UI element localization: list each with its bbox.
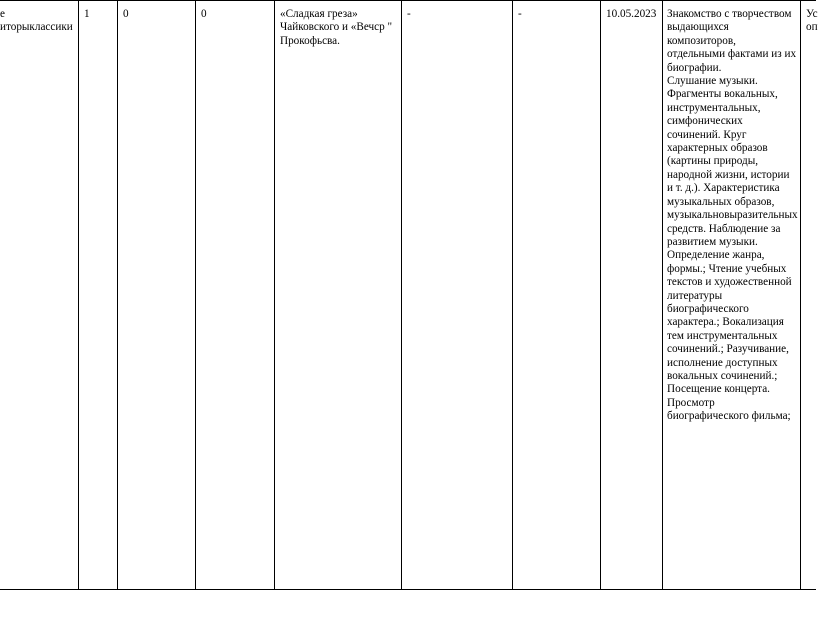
column-divider <box>600 0 601 590</box>
date-cell: 10.05.2023 <box>606 8 657 20</box>
activities-cell: Знакомство с творчеством выдающихся композиторов, отдельными фактами из их биографии. Слушание музыки. Фрагменты вокальных, инструментальных, симфонических сочинений. Круг характерных образов (картины природы, народной жизни, истории и т. д.). Характеристика музыкальных образов, музыкальновыразительных средств. Наблюдение за развитием музыки. Определение жанра, формы.; Чтение учебных текстов и художественной литературы биографического характера.; Вокализация тем инструментальных сочинений.; Разучивание, исполнение доступных вокальных сочинений.; Посещение концерта. Просмотр биографического фильма; <box>667 8 798 423</box>
table-top-border <box>0 0 816 1</box>
column-divider <box>800 0 801 590</box>
column-divider <box>662 0 663 590</box>
column-divider <box>195 0 196 590</box>
column-divider <box>274 0 275 590</box>
hours-total-cell: 1 <box>84 8 90 20</box>
hours-control-cell: 0 <box>123 8 129 20</box>
dash-cell: - <box>518 8 522 20</box>
hours-practical-cell: 0 <box>201 8 207 20</box>
column-divider <box>512 0 513 590</box>
table-bottom-border <box>0 589 816 590</box>
column-divider <box>401 0 402 590</box>
column-divider <box>117 0 118 590</box>
dash-cell: - <box>407 8 411 20</box>
repertoire-cell: «Сладкая греза» Чайковского и «Вечср " Прокофьсва. <box>280 8 393 47</box>
column-divider <box>78 0 79 590</box>
topic-cell: е иторыклассики <box>0 8 73 34</box>
last-column-cell: Ус оп <box>806 8 818 34</box>
